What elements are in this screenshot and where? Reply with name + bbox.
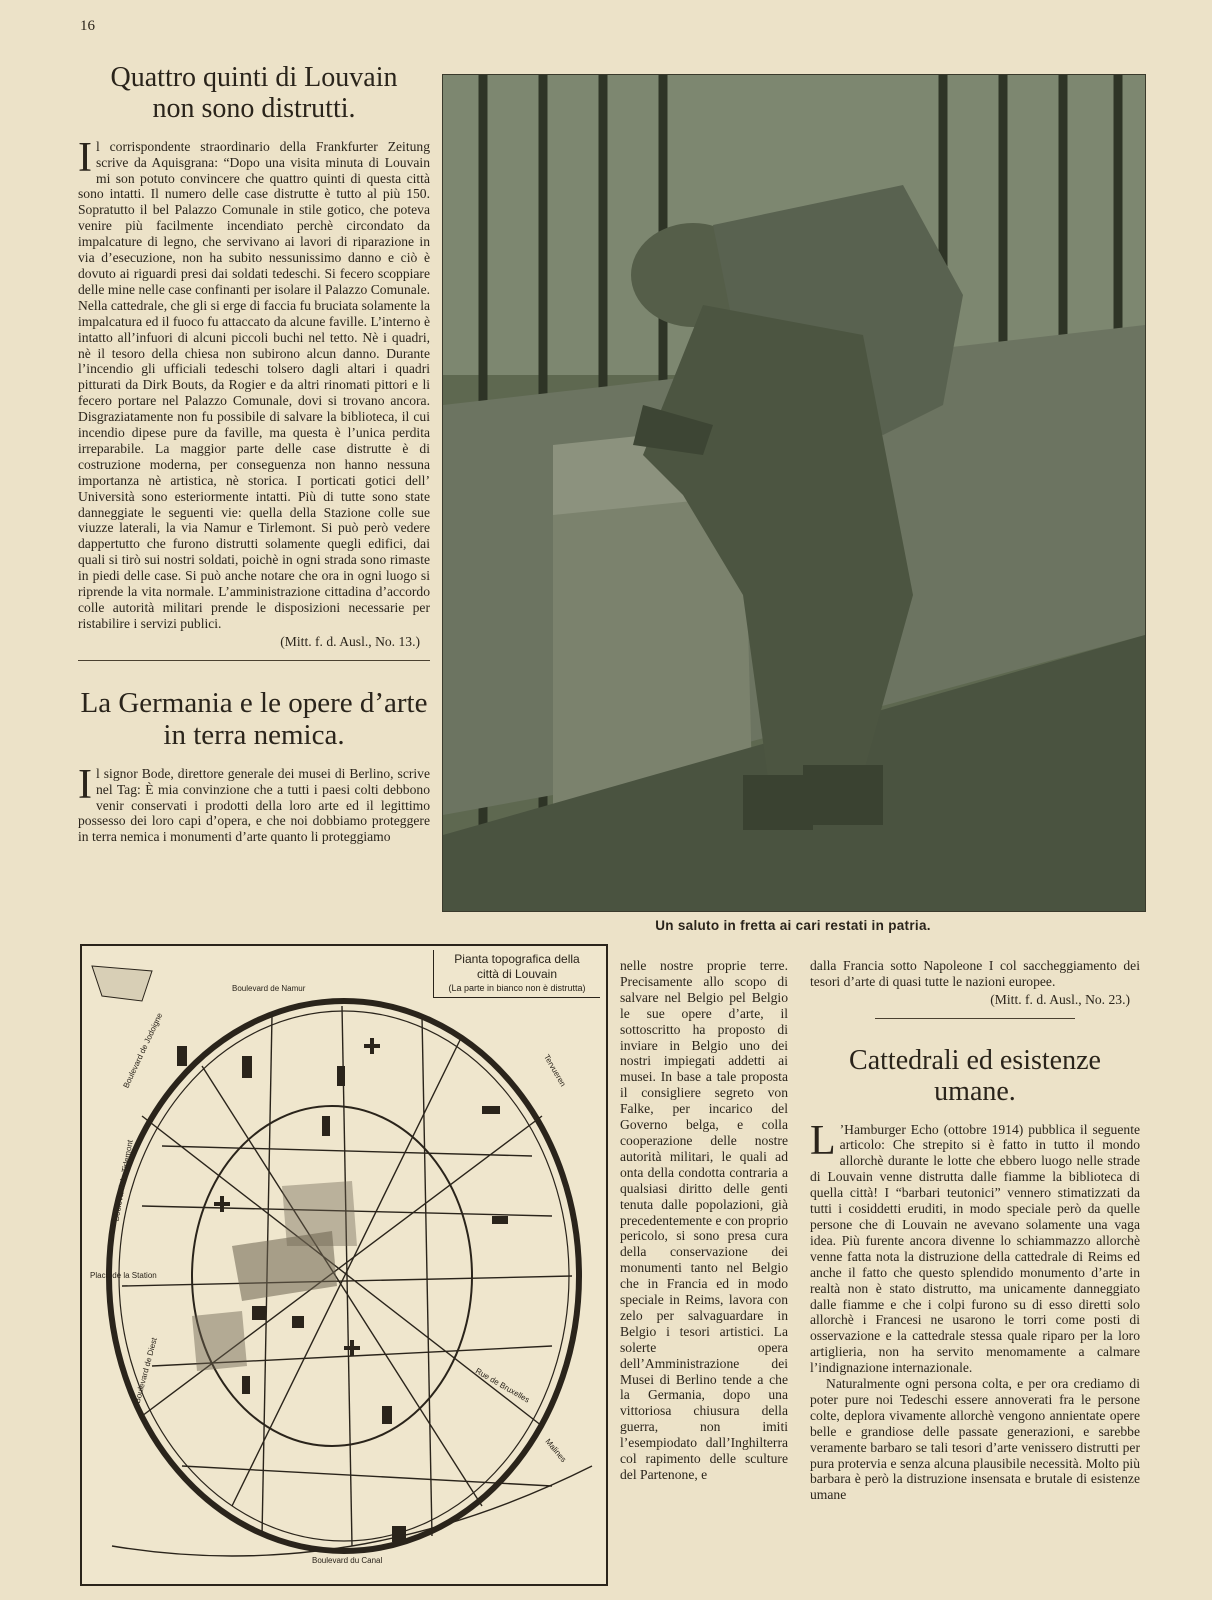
- map-label-diest: Boulevard de Diest: [132, 1336, 159, 1405]
- divider-right: [875, 1018, 1075, 1019]
- article3-body2: Naturalmente ogni persona colta, e per ora crediamo di poter pure noi Tedeschi essere annoverati fra le persone colte, deplora vivamente allorchè vengono annientate opere belle e grandiose delle passate generazioni, e sarebbe veramente barbaro se tali tesori d’arte venissero distrutti per pura protervia e senza alcuna plausibile necessità. Molto più barbara è però la distruzione insensata e brutale di esistenze umane: [810, 1376, 1140, 1503]
- article2-title-line2: in terra nemica.: [163, 719, 345, 752]
- article3-dropcap: L: [810, 1117, 836, 1164]
- page-number: 16: [80, 18, 95, 34]
- photo-caption: Un saluto in fretta ai cari restati in patria.: [655, 918, 931, 933]
- article1-title: [78, 62, 430, 125]
- article2-body-middle: nelle nostre proprie terre. Precisamente allo scopo di salvare nel Belgio pel Belgio le sue opere d’arte, il sottoscritto ha proposto di inviare in Belgio uno dei nostri impiegati addetti ai musei. In base a tale proposta il consigliere segreto von Falke, per incarico del Governo belga, e colla cooperazione delle nostre autorità militari, le quali ad onta della condotta contraria a qualsiasi diritto delle genti tenuta dalle popolazioni, già precedentemente e con proprio pericolo, si sono presa cura della conservazione dei monumenti tanto nel Belgio che in Francia ed in modo speciale in Reims, lavora con zelo per salvaguardare in Belgio i tesori artistici. La solerte opera dell’Amministrazione dei Musei di Berlino tende a che la Germania, dopo una vittoriosa chiusura della guerra, non imiti l’esempiodato dall’Inghilterra col rapimento delle sculture del Partenone, e: [620, 958, 788, 1482]
- article2-body-left-text: l signor Bode, direttore generale dei musei di Berlino, scrive nel Tag: È mia convinzione che a tutti i paesi colti debbono venir conservati i prodotti della loro arte ed il legittimo possesso dei loro capi d’opera, e che noi dobbiamo proteggere in terra nemica i monumenti d’arte quanto li proteggiamo: [78, 765, 430, 845]
- article2-title: [78, 687, 430, 752]
- divider: [78, 660, 430, 661]
- map-title-box: [433, 950, 600, 998]
- soldier-photo-illustration: [443, 75, 1145, 911]
- article1-title-line2: non sono distrutti.: [152, 93, 356, 125]
- article3-title-line2: umane.: [934, 1076, 1016, 1108]
- article2-dropcap: I: [78, 761, 92, 808]
- right-column: [810, 958, 1140, 1503]
- map-label-namur: Boulevard de Namur: [232, 984, 306, 993]
- map-streets: [82, 946, 606, 1584]
- article1-dropcap: I: [78, 134, 92, 181]
- map-label-jodoigne: Boulevard de Jodoigne: [121, 1011, 165, 1090]
- map-title-line1: Pianta topografica della: [454, 952, 580, 966]
- article3-body1-text: ’Hamburger Echo (ottobre 1914) pubblica il seguente articolo: Che strepito si è fatto in tutto il mondo allorchè durante le lotte che ebbero luogo nelle strade di Louvain venne distrutta dalle fiamme la biblioteca di quella città! I “barbari teutonici” vennero stimatizzati da tutti i cosiddetti eruditi, in modo speciale però da quelle persone che di Louvain ne avevano solamente una vaga idea. Più furente ancora divenne lo schiammazzo allorchè venne fatta nota la distruzione della cattedrale di Reims ed anche il fatto che questo splendido monumento d’arte in realtà non è stato distrutto, ma unicamente danneggiato dalle fiamme e che i colpi furono su di esso diretti solo allorchè i Francesi ne usarono le torri come posti di osservazione e la cattedrale stessa quale riparo per la loro artiglieria, non ha servito menomamente a calmare l’indignazione internazionale.: [810, 1121, 1140, 1376]
- article1-source: (Mitt. f. d. Ausl., No. 13.): [280, 633, 420, 649]
- article2-body-right: dalla Francia sotto Napoleone I col saccheggiamento dei tesori d’arte di quasi tutte le nazioni europee.: [810, 958, 1140, 989]
- article3-title: [810, 1045, 1140, 1108]
- left-column: [78, 62, 430, 845]
- soldier-photo: [442, 74, 1146, 912]
- map-label-canal: Boulevard du Canal: [312, 1556, 383, 1565]
- article3-body1: [810, 1117, 1140, 1377]
- map-label-station: Place de la Station: [90, 1271, 157, 1280]
- article3-title-line1: Cattedrali ed esistenze: [849, 1044, 1101, 1076]
- middle-column: [620, 958, 788, 1483]
- article2-body-left: [78, 761, 430, 846]
- map-title-line2: città di Louvain: [476, 967, 558, 981]
- article2-source: (Mitt. f. d. Ausl., No. 23.): [990, 991, 1130, 1007]
- louvain-map: [80, 944, 608, 1586]
- article1-body: [78, 134, 430, 632]
- map-label-bruxelles: Rue de Bruxelles: [473, 1366, 532, 1405]
- article1-body-text: l corrispondente straordinario della Frankfurter Zeitung scrive da Aquisgrana: “Dopo una visita minuta di Louvain mi son potuto convincere che quattro quinti di questa città sono intatti. Il numero delle case distrutte è tutto al più 150. Sopratutto il bel Palazzo Comunale in stile gotico, che poteva venire più facilmente incendiato perchè circondato da impalcature di legno, che servivano ai lavori di riparazione in via d’esecuzione, non ha subito nessunissimo danno e ciò è dovuto ai riguardi presi dai soldati tedeschi. Si fecero scoppiare delle mine nelle case confinanti per isolare il Palazzo Comunale. Nella cattedrale, che gli si erge di faccia fu bruciata solamente la impalcatura ed il fuoco fu attaccato da alcune faville. L’interno è intatto all’infuori di alcuni piccoli buchi nel tetto. Nè i quadri, nè il tesoro della chiesa non subirono alcun danno. Durante l’incendio gli ufficiali tedeschi tolsero dagli altari i quadri pitturati da Dirk Bouts, da Rogier e da altri rinomati pittori e li fecero portare nel Palazzo Comunale, dovi si trovano ancora. Disgraziatamente non fu possibile di salvare la biblioteca, il cui incendio dipese pure da faville, ma questa è l’unica perdita irreparabile. La maggior parte delle case distrutte è di costruzione moderna, per conseguenza non hanno nessuna importanza nè artistica, nè storica. I porticati gotici dell’ Università sono esteriormente intatti. Più di tutte sono state danneggiate le seguenti vie: quella della Stazione colle sue viuzze laterali, la via Namur e Tirlemont. Si può però vedere dappertutto che furono distrutti solamente quegli edifici, dai quali si tirò sui nostri soldati, poichè in ogni strada sono rimaste in piedi delle case. Si può anche notare che ora in ogni luogo si riprende la vita normale. L’amministrazione cittadina d’accordo colle autorità militari prende le disposizioni necessarie per ristabilire i servizi publici.: [78, 138, 430, 631]
- article2-title-line1: La Germania e le opere d’arte: [80, 686, 428, 719]
- map-label-malines: Malines: [543, 1437, 569, 1464]
- map-note: (La parte in bianco non è distrutta): [448, 983, 586, 993]
- article1-title-line1: Quattro quinti di Louvain: [110, 62, 398, 93]
- map-label-tervueren: Tervueren: [541, 1052, 568, 1089]
- map-label-tirlemont: Boulevard de Tirlemont: [111, 1139, 135, 1222]
